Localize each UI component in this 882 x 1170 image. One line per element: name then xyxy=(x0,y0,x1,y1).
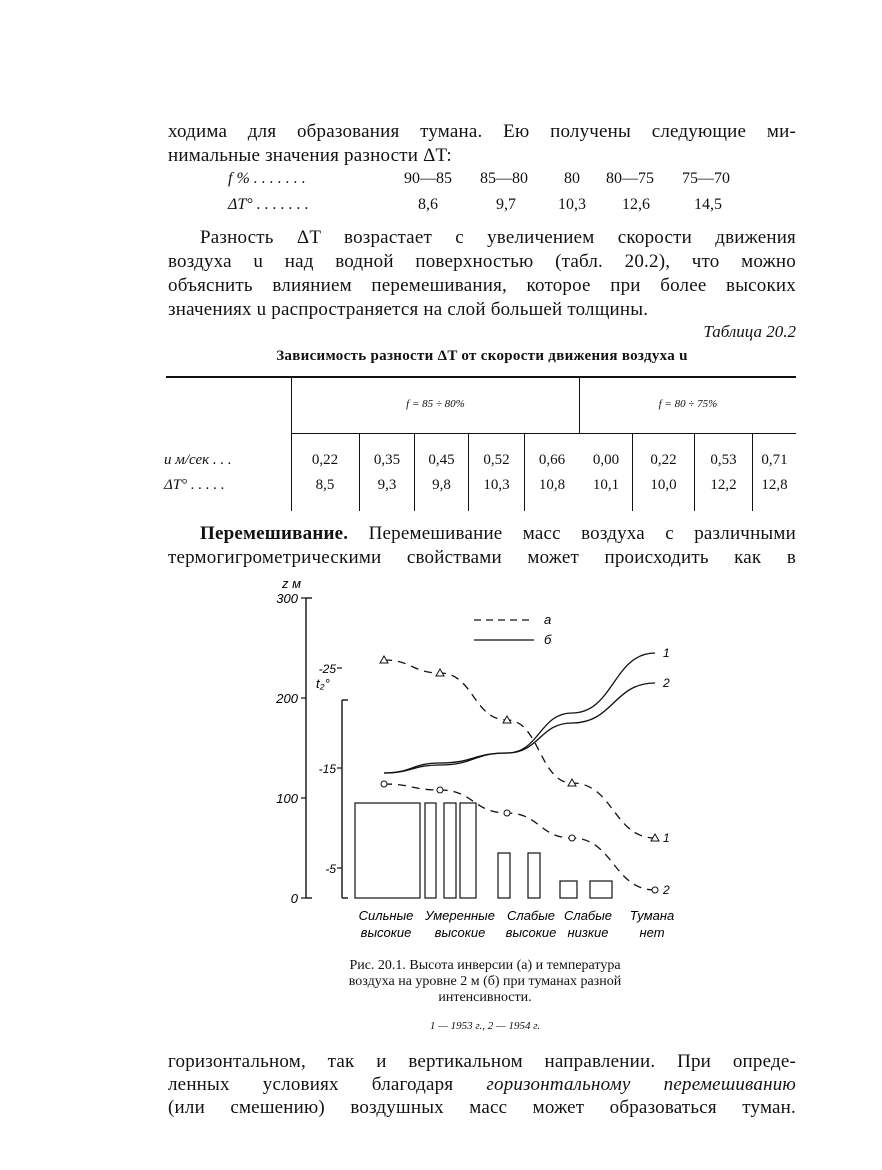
fog-bar xyxy=(460,803,476,898)
category-label: высокие xyxy=(434,925,486,940)
fog-bar xyxy=(425,803,436,898)
table-cell: 9,8 xyxy=(432,477,451,493)
table-caption: Таблица 20.2 xyxy=(703,322,796,341)
table-cell: 12,2 xyxy=(710,477,737,493)
f-value: 85—80 xyxy=(480,170,528,187)
caption-line: воздуха на уровне 2 м (б) при туманах разной xyxy=(348,974,622,989)
text-line: воздуха u над водной поверхностью (табл. 20.2), что можно xyxy=(168,251,796,272)
chart-series xyxy=(380,646,670,897)
data-point-circle xyxy=(504,810,510,816)
dt-value: 14,5 xyxy=(694,196,722,213)
category-label: Сильные xyxy=(358,908,414,923)
section-heading: Перемешивание. xyxy=(200,523,349,544)
caption-line: Рис. 20.1. Высота инверсии (a) и температура xyxy=(349,958,621,973)
table-cell: 0,00 xyxy=(592,452,620,468)
fog-bars xyxy=(355,803,612,898)
figure-note: 1 — 1953 г., 2 — 1954 г. xyxy=(429,1020,541,1032)
z-tick-label: 300 xyxy=(276,591,298,606)
table-cell: 10,0 xyxy=(650,477,677,493)
curve-number-label: 2 xyxy=(663,676,670,690)
category-label: высокие xyxy=(360,925,412,940)
inversion-temperature-chart xyxy=(260,570,730,950)
dt-label: ΔT° . . . . . . . xyxy=(228,196,309,213)
table-cell: 10,3 xyxy=(483,477,510,493)
table-cell: 10,1 xyxy=(592,477,620,493)
table-cell: 0,22 xyxy=(311,452,339,468)
column-rule xyxy=(632,433,633,511)
fog-bar xyxy=(560,881,577,898)
paragraph-mixing xyxy=(168,522,796,570)
text-line: значениях u распространяется на слой большей толщины. xyxy=(168,299,649,320)
column-rule xyxy=(694,433,695,511)
table-cell: 8,5 xyxy=(315,477,335,493)
t-axis-ticks xyxy=(319,662,342,876)
column-rule xyxy=(414,433,415,511)
z-axis-ticks xyxy=(275,591,306,906)
table-cell: 0,22 xyxy=(650,452,677,468)
dt-value: 8,6 xyxy=(418,196,438,213)
data-point-circle xyxy=(652,887,658,893)
t-tick-label: -5 xyxy=(325,862,336,876)
t-tick-label: -15 xyxy=(318,762,336,776)
f-value: 90—85 xyxy=(404,170,452,187)
f-label: f % . . . . . . . xyxy=(228,170,306,187)
category-label: Умеренные xyxy=(425,908,495,923)
t-tick-label: -25 xyxy=(318,662,336,676)
column-rule xyxy=(359,433,360,511)
dt-value: 9,7 xyxy=(496,196,516,213)
table-top-rule xyxy=(166,376,796,378)
table-header-rule xyxy=(291,433,796,434)
category-label: Слабые xyxy=(506,908,556,923)
text-line: Разность ΔT возрастает с увеличением скорости движения xyxy=(200,227,796,248)
curve-number-label: 1 xyxy=(663,646,670,660)
group-header: f = 85 ÷ 80% xyxy=(406,398,465,410)
category-label: Тумана xyxy=(629,908,675,923)
fog-bar xyxy=(444,803,456,898)
data-point-circle xyxy=(381,781,387,787)
t-axis-label: t₂° xyxy=(316,676,330,691)
figure-20-1 xyxy=(260,570,730,950)
table-cell: 9,3 xyxy=(377,477,397,493)
fog-bar xyxy=(590,881,612,898)
column-rule xyxy=(752,433,753,511)
category-label: Слабые xyxy=(563,908,613,923)
fog-bar xyxy=(528,853,540,898)
z-tick-label: 100 xyxy=(276,791,298,806)
table-cell: 12,8 xyxy=(761,477,788,493)
row-label-dt: ΔT° . . . . . xyxy=(164,477,225,493)
paragraph-dt xyxy=(168,226,796,322)
table-cell: 0,71 xyxy=(761,452,788,468)
caption-line: интенсивности. xyxy=(438,990,532,1005)
category-label: низкие xyxy=(567,925,609,940)
data-point-circle xyxy=(569,835,575,841)
category-label: высокие xyxy=(505,925,557,940)
table-cell: 10,8 xyxy=(538,477,566,493)
figure-caption xyxy=(270,958,700,1006)
table-cell: 0,52 xyxy=(483,452,510,468)
z-tick-label: 200 xyxy=(276,691,298,706)
z-axis-label: z м xyxy=(282,576,302,591)
f-value: 80—75 xyxy=(606,170,654,187)
curve-number-label: 1 xyxy=(663,831,670,845)
dt-value: 10,3 xyxy=(558,196,586,213)
curve-number-label: 2 xyxy=(663,883,670,897)
table-20-2 xyxy=(162,376,796,511)
category-label: нет xyxy=(639,925,665,940)
text-line xyxy=(168,522,796,546)
row-label-u: u м/сек . . . xyxy=(164,452,232,468)
f-value: 80 xyxy=(564,170,580,187)
paragraph-horizontal xyxy=(168,1050,796,1119)
text-span: Перемешивание масс воздуха с различными xyxy=(368,523,796,544)
table-cell: 0,53 xyxy=(710,452,737,468)
dt-value: 12,6 xyxy=(622,196,650,213)
text-line: ходима для образования тумана. Ею получены следующие ми- xyxy=(168,121,796,142)
paragraph-intro xyxy=(168,120,796,168)
category-labels xyxy=(359,908,675,940)
legend-label-b: б xyxy=(544,632,552,647)
f-value: 75—70 xyxy=(682,170,730,187)
table-cell: 0,45 xyxy=(428,452,455,468)
text-line: нимальные значения разности ΔT: xyxy=(168,145,452,166)
fog-bar xyxy=(355,803,420,898)
text-line: горизонтальном, так и вертикальном направлении. При опреде- xyxy=(168,1051,796,1072)
legend-label-a: a xyxy=(544,612,552,627)
group-header: f = 80 ÷ 75% xyxy=(658,398,718,410)
text-line: объяснить влиянием перемешивания, которое при более высоких xyxy=(168,275,796,296)
text-line: термогигрометрическими свойствами может происходить как в xyxy=(168,547,796,568)
table-cell: 0,66 xyxy=(538,452,566,468)
fog-bar xyxy=(498,853,510,898)
text-line: ленных условиях благодаря горизонтальному перемешиванию xyxy=(168,1074,796,1095)
z-tick-label: 0 xyxy=(290,891,298,906)
series-line-б-2 xyxy=(384,683,655,773)
table-cell: 0,35 xyxy=(373,452,401,468)
column-rule xyxy=(524,433,525,511)
table-title: Зависимость разности ΔT от скорости движения воздуха u xyxy=(276,348,688,364)
column-rule xyxy=(468,433,469,511)
data-point-circle xyxy=(437,787,443,793)
text-line: (или смешению) воздушных масс может образоваться туман. xyxy=(168,1097,796,1118)
